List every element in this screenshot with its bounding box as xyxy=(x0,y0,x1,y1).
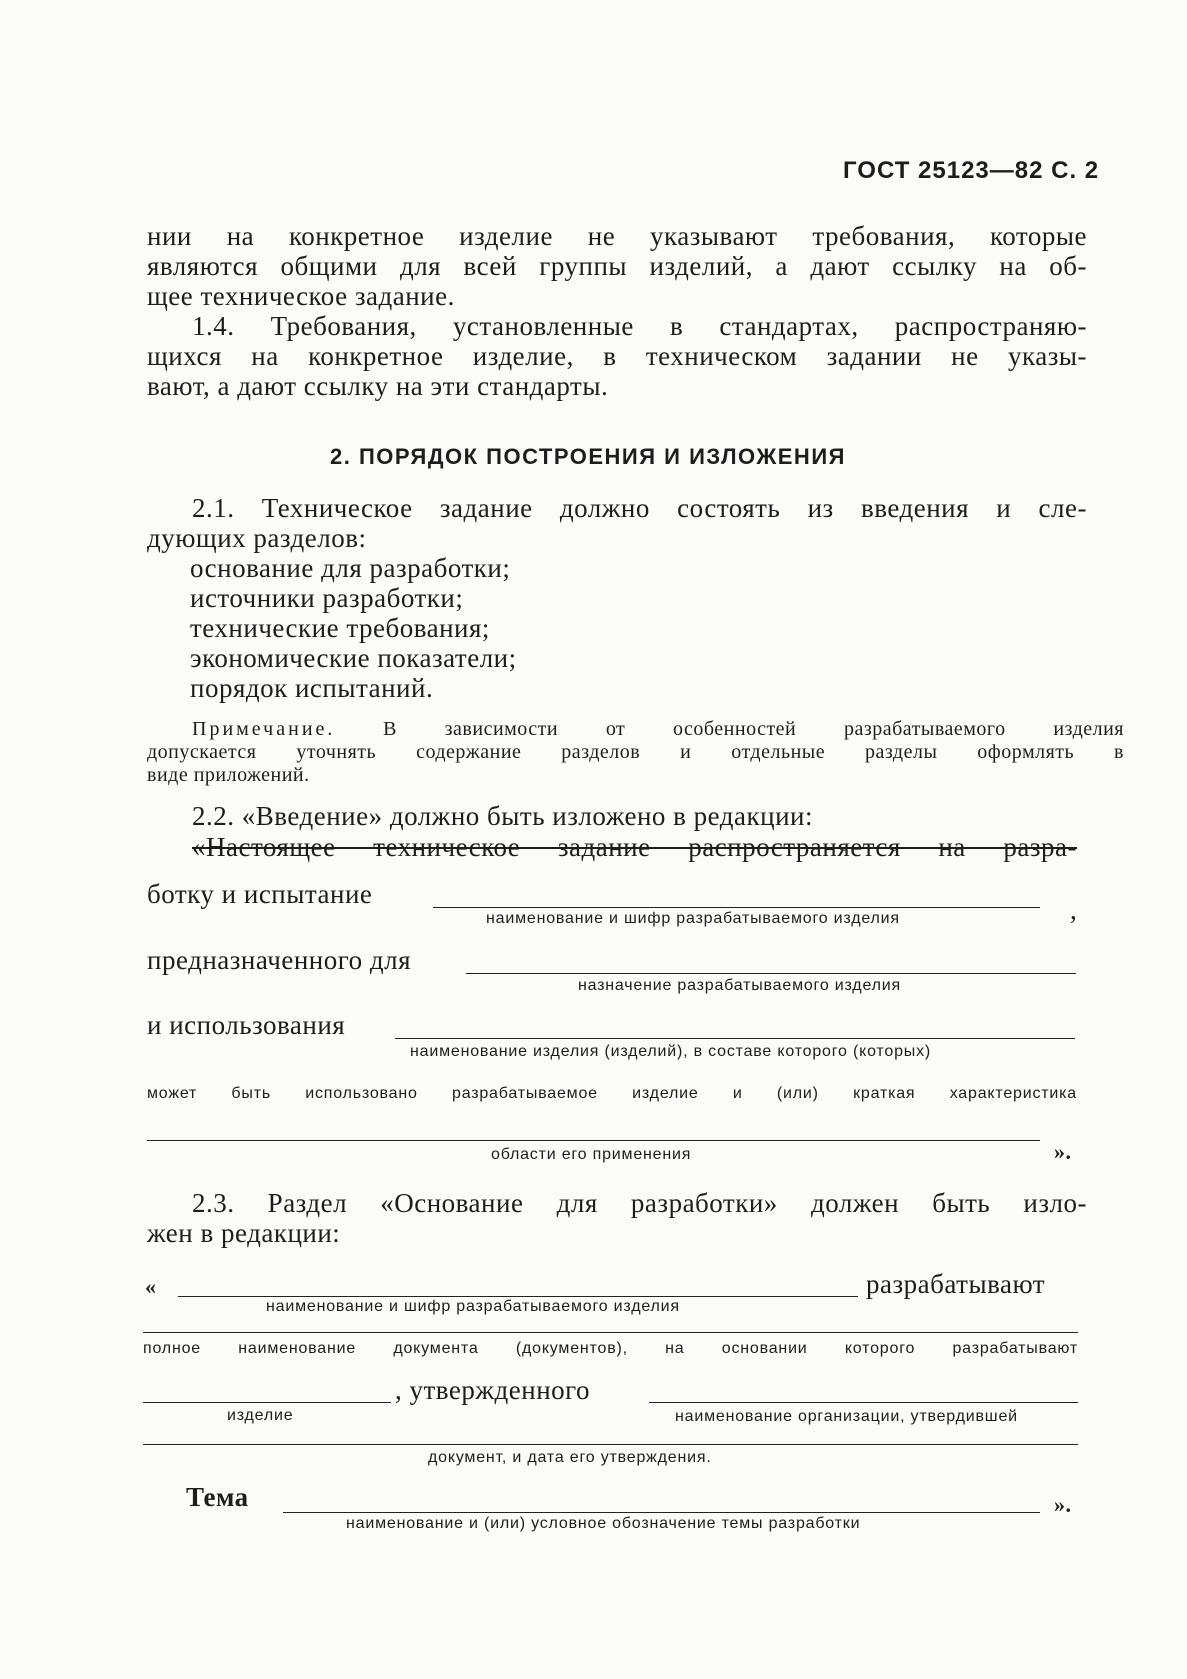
field-caption: изделие xyxy=(227,1407,294,1424)
field-caption: наименование и шифр разрабатываемого изделия xyxy=(486,910,900,927)
form-label: Тема xyxy=(186,1482,249,1512)
form-text: , утвержденного xyxy=(395,1375,591,1405)
list-item: основание для разработки; xyxy=(190,553,511,583)
note-label: Примечание. xyxy=(192,718,336,740)
note-text: В зависимости от особенностей разрабатываемого изделия xyxy=(383,718,1124,740)
form-label: предназначенного для xyxy=(147,945,412,975)
field-caption: области его применения xyxy=(491,1146,692,1163)
text-line: 1.4. Требования, установленные в стандартах, распространяю- xyxy=(192,311,1087,341)
field-caption: наименование и шифр разрабатываемого изделия xyxy=(266,1298,680,1315)
list-item: источники разработки; xyxy=(190,583,464,613)
blank-line xyxy=(143,1332,1078,1333)
note-text: виде приложений. xyxy=(147,764,310,786)
blank-line xyxy=(147,1140,1040,1141)
blank-line xyxy=(283,1512,1040,1513)
text-line: дующих разделов: xyxy=(147,523,367,553)
text-line: 2.3. Раздел «Основание для разработки» должен быть изло- xyxy=(192,1188,1087,1218)
field-caption: наименование организации, утвердившей xyxy=(675,1408,1018,1425)
note-block xyxy=(147,718,1124,787)
blank-line xyxy=(143,1402,391,1403)
note-text: допускается уточнять содержание разделов и отдельные разделы оформлять в xyxy=(147,741,1124,763)
quote-line: «Настоящее техническое задание распространяется на разра- xyxy=(192,832,1077,862)
page-header: ГОСТ 25123—82 С. 2 xyxy=(843,157,1100,184)
closing-quote: ». xyxy=(1054,1492,1072,1517)
list-item: технические требования; xyxy=(190,613,490,643)
list-item: порядок испытаний. xyxy=(190,673,434,703)
blank-line xyxy=(143,1444,1078,1445)
intro-paragraph xyxy=(147,221,1087,311)
field-caption: назначение разрабатываемого изделия xyxy=(578,977,901,994)
punctuation: , xyxy=(1070,895,1078,925)
field-caption: полное наименование документа (документов), на основании которого разрабатывают xyxy=(143,1340,1078,1357)
form-label: ботку и испытание xyxy=(147,879,373,909)
blank-line xyxy=(466,973,1076,974)
text-line: нии на конкретное изделие не указывают требования, которые xyxy=(147,221,1087,251)
section-heading: 2. ПОРЯДОК ПОСТРОЕНИЯ И ИЗЛОЖЕНИЯ xyxy=(330,444,846,469)
list-item: экономические показатели; xyxy=(190,643,517,673)
field-caption: может быть использовано разрабатываемое изделие и (или) краткая характеристика xyxy=(147,1085,1077,1102)
paragraph-2-1 xyxy=(147,493,1087,553)
closing-quote: ». xyxy=(1054,1139,1072,1164)
opening-quote: « xyxy=(145,1274,157,1299)
field-caption: документ, и дата его утверждения. xyxy=(428,1449,712,1466)
paragraph-2-2: 2.2. «Введение» должно быть изложено в редакции: xyxy=(192,801,813,831)
blank-line xyxy=(433,907,1040,908)
blank-line xyxy=(649,1402,1078,1403)
paragraph-2-3 xyxy=(147,1188,1087,1248)
text-line: щее техническое задание. xyxy=(147,281,455,311)
text-line: вают, а дают ссылку на эти стандарты. xyxy=(147,371,609,401)
blank-line xyxy=(395,1038,1075,1039)
blank-line xyxy=(178,1296,858,1297)
text-line: 2.1. Техническое задание должно состоять из введения и сле- xyxy=(192,493,1087,523)
form-label: и использования xyxy=(147,1010,346,1040)
field-caption: наименование изделия (изделий), в составе которого (которых) xyxy=(410,1043,931,1060)
form-text: разрабатывают xyxy=(866,1269,1046,1299)
text-line: щихся на конкретное изделие, в техническом задании не указы- xyxy=(147,341,1087,371)
text-line: жен в редакции: xyxy=(147,1218,341,1248)
paragraph-1-4 xyxy=(147,311,1087,401)
field-caption: наименование и (или) условное обозначение темы разработки xyxy=(346,1515,861,1532)
text-line: являются общими для всей группы изделий, а дают ссылку на об- xyxy=(147,251,1087,281)
section-list xyxy=(190,553,517,703)
